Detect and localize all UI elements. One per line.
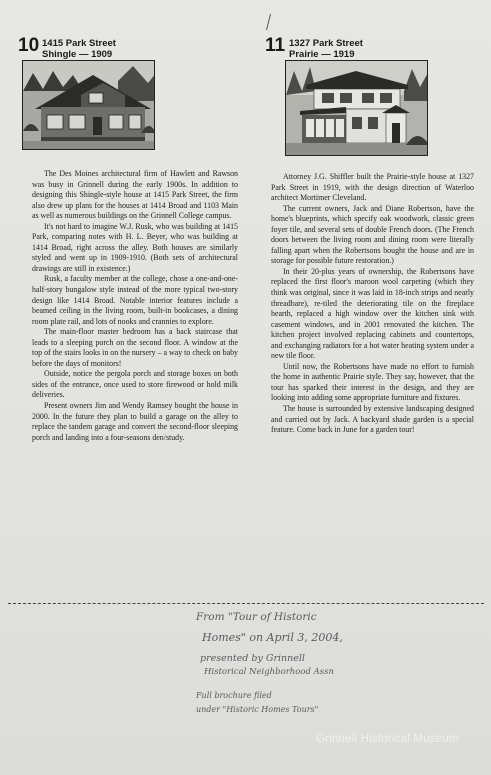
entry-style-year: Prairie — 1919 — [289, 49, 355, 60]
paragraph: Attorney J.G. Shiffler built the Prairie-style house at 1327 Park Street in 1919, with the design direction of Waterloo architect Mortimer Cleveland. — [271, 172, 474, 203]
entry-10 — [18, 30, 242, 442]
handwritten-line: presented by Grinnell — [200, 653, 305, 664]
paragraph: It's not hard to imagine W.J. Rusk, who was building at 1415 Park, comparing notes with H. L. Beyer, who was building at 1414 Broad, right across the alley. Both houses are similarly styled and went up in 1909-1910. (Both sets of architectural drawings are still in existence.) — [32, 221, 238, 273]
paragraph: Present owners Jim and Wendy Ramsey bought the house in 2000. In the future they plan to build a garage on the alley to replace the tandem garage and convert the second-floor sleeping porch and landing into a four-seasons den/study. — [32, 401, 238, 442]
entry-header — [265, 30, 477, 60]
handwritten-line: Homes" on April 3, 2004, — [202, 631, 343, 644]
entry-address: 1415 Park Street — [42, 38, 116, 49]
paragraph: The house is surrounded by extensive landscaping designed and carried out by Jack. A backyard shade garden is a special feature. Come back in June for a garden tour! — [271, 404, 474, 435]
paragraph: Rusk, a faculty member at the college, chose a one-and-one-half-story bungalow style instead of the more typical two-story design like 1414 Broad. Notable interior features include a beamed ceiling in the living room, built-in bookcases, a dining room plate rail, and lots of nooks and crannies to explore. — [32, 274, 238, 326]
entry-body — [271, 172, 474, 436]
house-photo-shingle — [22, 60, 155, 150]
handwritten-line: From "Tour of Historic — [196, 611, 317, 623]
paragraph: The Des Moines architectural firm of Hawlett and Rawson was busy in Grinnell during the early 1900s. In addition to designing this Shingle-style house at 1415 Park Street, the firm also drew up plans for the houses at 1414 Broad and 1103 Main as well as numerous buildings on the Grinnell College campus. — [32, 169, 238, 221]
paragraph: Until now, the Robertsons have made no effort to furnish the home in authentic Prairie style. They say, however, that the tour has sparked their interest in the design, and they are looking into adding some appropriate furniture and fixtures. — [271, 361, 474, 403]
entry-number: 11 — [265, 35, 286, 56]
entry-11 — [265, 30, 477, 435]
paragraph: The main-floor master bedroom has a back staircase that leads to a sleeping porch on the second floor. A window at the top of the stairs looks in on the nursery – a way to check on baby before the days of monitors! — [32, 327, 238, 368]
shingle-house-illustration — [23, 61, 155, 150]
entry-address: 1327 Park Street — [289, 38, 363, 49]
entry-number: 10 — [18, 35, 40, 56]
handwritten-line: Historical Neighborhood Assn — [204, 667, 334, 677]
entry-style-year: Shingle — 1909 — [42, 49, 113, 60]
handwritten-line: under "Historic Homes Tours" — [196, 705, 319, 714]
entry-header — [18, 30, 242, 60]
dashed-divider — [8, 603, 484, 604]
paragraph: Outside, notice the pergola porch and storage boxes on both sides of the entrance, once used to store firewood or hold milk deliveries. — [32, 369, 238, 400]
handwritten-line: Full brochure filed — [196, 691, 272, 700]
house-photo-prairie — [285, 60, 428, 156]
paragraph: In their 20-plus years of ownership, the Robertsons have replaced the first floor's maroon wool carpeting (which they think was original, since it was laid in 18-inch strips and nearly threadbare), re-tiled the deteriorating tile on the fireplace hearth, replaced a high window over the kitchen sink with casement windows, and in 2001 renovated the kitchen. The kitchen project involved replacing cabinets and countertops, and exchanging radiators for a hot water heating system under a new tile floor. — [271, 266, 474, 361]
pencil-tick-mark — [266, 14, 272, 30]
museum-watermark: Grinnell Historical Museum — [316, 733, 459, 745]
prairie-house-illustration — [286, 61, 428, 156]
paragraph: The current owners, Jack and Diane Robertson, have the home's blueprints, which specify oak woodwork, classic green foyer tile, and several sets of double French doors. (The French doors between the living room and dining room were literally falling apart when the Robertsons bought the house and are in storage for possible future restoration.) — [271, 203, 474, 266]
entry-body — [32, 169, 238, 443]
